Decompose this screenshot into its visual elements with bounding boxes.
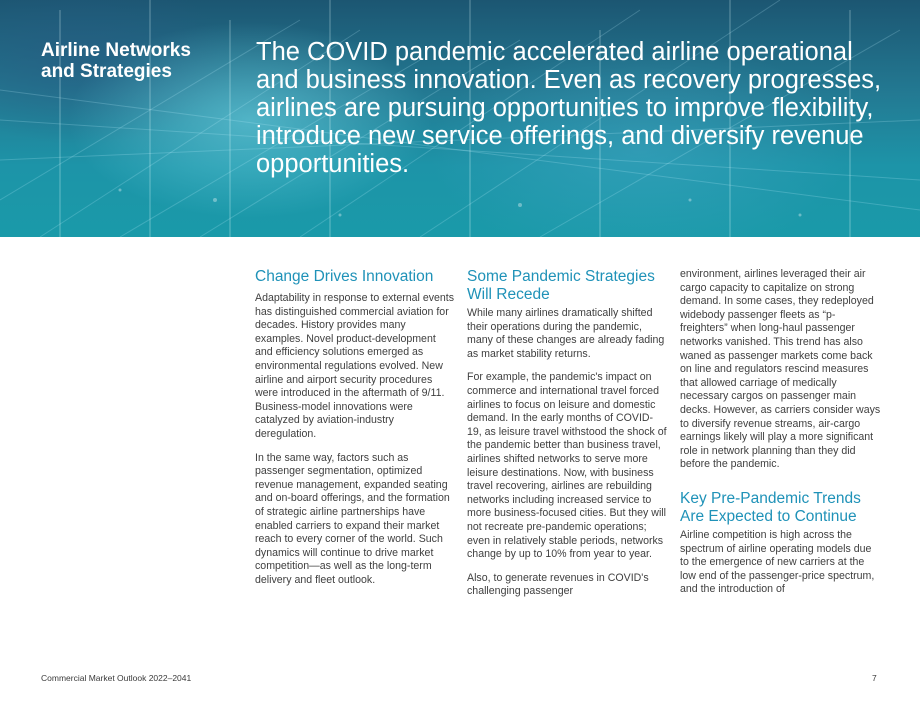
paragraph: In the same way, factors such as passenger segmentation, optimized revenue management, expanded seating and on-board offerings, and the formation of strategic airline partnerships have enabled carriers to expand their market reach to every corner of the world. Such dynamics will continue to drive market competition—as well as the long-term delivery and fleet outlook. (255, 451, 450, 586)
section-title: Airline Networks and Strategies (41, 40, 191, 82)
page-number: 7 (872, 673, 877, 683)
paragraph: Also, to generate revenues in COVID's challenging passenger (467, 571, 649, 598)
lead-statement: The COVID pandemic accelerated airline operational and business innovation. Even as recovery progresses, airlines are pursuing opportunities to improve flexibility, introduce new service offerings, and diversify revenue opportunities. (256, 38, 882, 178)
column-2 (467, 268, 667, 609)
paragraph: For example, the pandemic's impact on commerce and international travel forced airlines to focus on leisure and domestic demand. In the early months of COVID-19, as leisure travel withstood the shock of the pandemic better than business travel, airlines shifted networks to serve more leisure destinations. Now, with business travel recovering, airlines are rebuilding networks including increased service to more business-focused cities. But they will not recreate pre-pandemic operations; even in relatively stable periods, networks change by up to 10% from year to year. (467, 371, 667, 561)
paragraph: Adaptability in response to external events has distinguished commercial aviation for decades. History provides many examples. Novel product-development and efficiency solutions emerged as environmental regulations evolved. New airline and airport security procedures were introduced in the aftermath of 9/11. Business-model innovations were catalyzed by aviation-industry deregulation. (255, 292, 455, 440)
paragraph: Airline competition is high across the spectrum of airline operating models due to the emergence of new carriers at the low end of the passenger-price spectrum, and the introduction of (680, 528, 875, 596)
column-1 (255, 268, 455, 597)
paragraph: environment, airlines leveraged their air cargo capacity to capitalize on strong demand. In some cases, they redeployed widebody passenger fleets as “p-freighters” when long-haul passenger networks vanished. This trend has also waned as passenger markets come back on line and regulators rescind measures that allowed carriage of medically necessary cargos on passenger main decks. However, as carriers consider ways to diversify revenue streams, air-cargo earnings likely will play a more significant role in network planning than they did before the pandemic. (680, 268, 881, 471)
paragraph: While many airlines dramatically shifted their operations during the pandemic, many of these changes are already fading as market stability returns. (467, 307, 665, 360)
heading-pre-pandemic-trends: Key Pre-Pandemic Trends Are Expected to Continue (680, 489, 861, 525)
hero-banner (0, 0, 920, 237)
heading-change-drives-innovation: Change Drives Innovation (255, 268, 434, 285)
column-3 (680, 268, 882, 597)
footer-publication-title: Commercial Market Outlook 2022–2041 (41, 673, 192, 683)
heading-pandemic-strategies: Some Pandemic Strategies Will Recede (467, 268, 655, 303)
